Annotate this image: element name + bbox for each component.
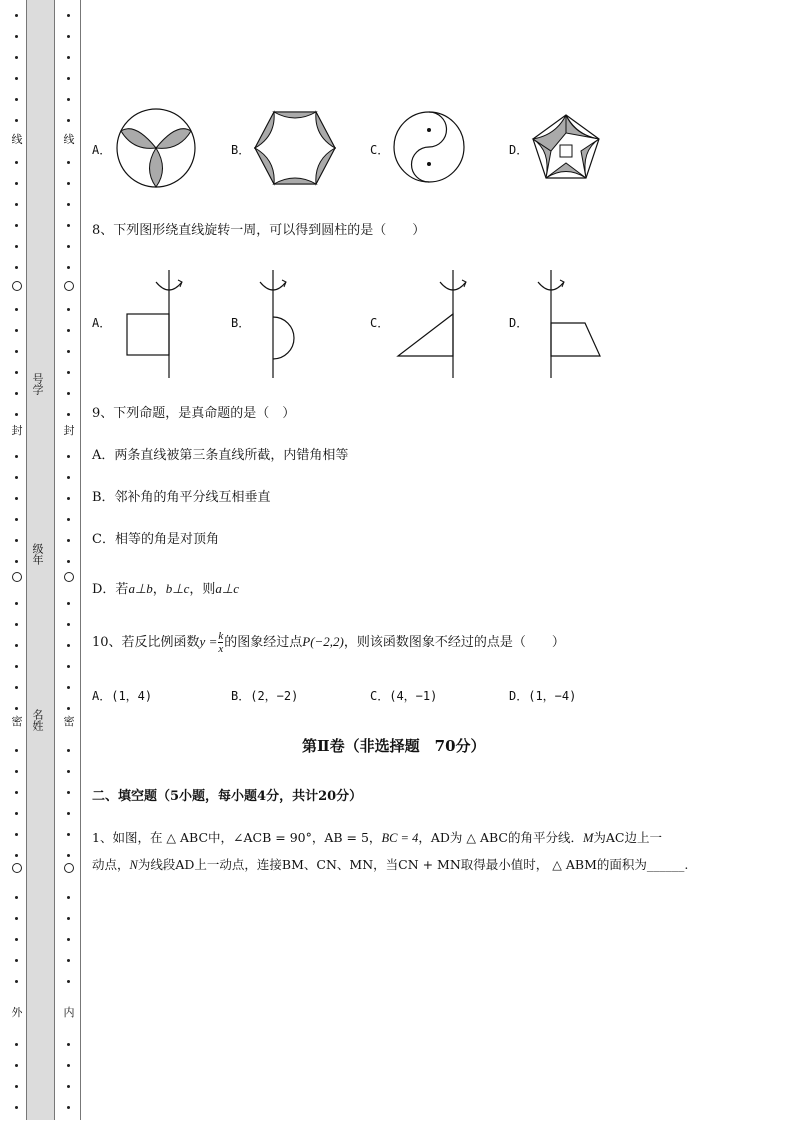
q8-figure-b-semicircle bbox=[255, 268, 315, 380]
q8-figure-c-triangle bbox=[394, 268, 474, 380]
margin-dot bbox=[15, 938, 18, 941]
margin-dot bbox=[67, 56, 70, 59]
margin-dot bbox=[67, 602, 70, 605]
inner-mark-xian: 线 bbox=[61, 134, 77, 146]
margin-dot bbox=[15, 770, 18, 773]
q7-figure-b bbox=[254, 110, 336, 186]
q10-stem: 10、若反比例函数y = $\frac{k}{x}$ 的图象经过点P(−2,2)，则该函数图象不经过的点是（ ） bbox=[92, 630, 565, 655]
inner-mark-mi: 密 bbox=[61, 716, 77, 728]
margin-dot bbox=[67, 812, 70, 815]
margin-dot bbox=[67, 539, 70, 542]
q8-figure-a-rectangle bbox=[124, 268, 194, 380]
margin-dot bbox=[67, 35, 70, 38]
margin-dot bbox=[67, 308, 70, 311]
margin-dot bbox=[15, 917, 18, 920]
margin-dot bbox=[67, 245, 70, 248]
margin-dot bbox=[67, 1085, 70, 1088]
margin-dot bbox=[67, 518, 70, 521]
margin-dot bbox=[15, 623, 18, 626]
q10-option-d: D．(1，−4) bbox=[509, 689, 577, 703]
margin-dot bbox=[67, 1106, 70, 1109]
q7-option-a-label: A． bbox=[92, 143, 112, 157]
margin-dot bbox=[15, 686, 18, 689]
margin-dot bbox=[15, 161, 18, 164]
outer-mark-mi: 密 bbox=[9, 716, 25, 728]
margin-dot bbox=[67, 833, 70, 836]
margin-dot bbox=[67, 476, 70, 479]
margin-dot bbox=[15, 413, 18, 416]
outer-mark-wai: 外 bbox=[9, 1007, 25, 1019]
fill1-line1: 1、如图，在 △ ABC中，∠ACB = 90°，AB = 5，BC = 4，AD为 △ ABC的角平分线．M为AC边上一 bbox=[92, 830, 662, 845]
q10-option-b: B．(2，−2) bbox=[231, 689, 299, 703]
q10-option-a: A．(1，4) bbox=[92, 689, 153, 703]
margin-dot bbox=[15, 1106, 18, 1109]
q8-figure-d-trapezoid bbox=[533, 268, 605, 380]
margin-dot bbox=[15, 959, 18, 962]
margin-dot bbox=[67, 203, 70, 206]
q9-option-b: B．邻补角的角平分线互相垂直 bbox=[92, 490, 271, 505]
part2-title: 第Ⅱ卷（非选择题 70分） bbox=[302, 737, 486, 755]
inner-circle-mark bbox=[64, 281, 74, 291]
q7-option-b-label: B． bbox=[231, 143, 251, 157]
margin-dot bbox=[67, 161, 70, 164]
q10-option-c: C．(4，−1) bbox=[370, 689, 438, 703]
outer-circle-mark bbox=[12, 863, 22, 873]
margin-dot bbox=[15, 749, 18, 752]
margin-dot bbox=[15, 14, 18, 17]
q9-stem: 9、下列命题，是真命题的是（ ） bbox=[92, 406, 296, 421]
margin-dot bbox=[67, 98, 70, 101]
margin-dot bbox=[67, 1043, 70, 1046]
margin-dot bbox=[15, 644, 18, 647]
inner-circle-mark bbox=[64, 863, 74, 873]
margin-dot bbox=[15, 854, 18, 857]
margin-dot bbox=[15, 119, 18, 122]
outer-mark-xian: 线 bbox=[9, 134, 25, 146]
q8-option-b-label: B． bbox=[231, 316, 251, 330]
margin-dot bbox=[67, 749, 70, 752]
margin-dot bbox=[67, 980, 70, 983]
margin-dot bbox=[15, 371, 18, 374]
margin-dot bbox=[67, 938, 70, 941]
margin-dot bbox=[15, 497, 18, 500]
margin-dot bbox=[15, 329, 18, 332]
margin-dot bbox=[67, 1064, 70, 1067]
margin-dot bbox=[67, 119, 70, 122]
section2-title: 二、填空题（5小题，每小题4分，共计20分） bbox=[92, 789, 363, 804]
margin-dot bbox=[67, 455, 70, 458]
margin-dot bbox=[15, 224, 18, 227]
margin-dot bbox=[15, 182, 18, 185]
margin-dot bbox=[15, 266, 18, 269]
margin-dot bbox=[15, 833, 18, 836]
grade-label: 级年 bbox=[31, 543, 44, 565]
margin-dot bbox=[67, 707, 70, 710]
margin-dot bbox=[67, 350, 70, 353]
margin-dot bbox=[67, 413, 70, 416]
inner-mark-feng: 封 bbox=[61, 425, 77, 437]
margin-dot bbox=[15, 1064, 18, 1067]
margin-dot bbox=[15, 245, 18, 248]
margin-dot bbox=[67, 791, 70, 794]
margin-dot bbox=[15, 665, 18, 668]
margin-dot bbox=[67, 497, 70, 500]
margin-dot bbox=[67, 392, 70, 395]
margin-dot bbox=[15, 896, 18, 899]
q7-figure-c-yinyang bbox=[392, 110, 466, 184]
q8-option-d-label: D． bbox=[509, 316, 529, 330]
margin-dot bbox=[15, 980, 18, 983]
margin-dot bbox=[67, 77, 70, 80]
q8-option-a-label: A． bbox=[92, 316, 112, 330]
margin-dot bbox=[15, 392, 18, 395]
margin-dot bbox=[15, 350, 18, 353]
margin-dot bbox=[15, 203, 18, 206]
q8-stem: 8、下列图形绕直线旋转一周，可以得到圆柱的是（ ） bbox=[92, 223, 426, 238]
margin-dot bbox=[15, 518, 18, 521]
q9-option-d: D．若a⊥b，b⊥c，则a⊥c bbox=[92, 581, 240, 597]
margin-dot bbox=[67, 665, 70, 668]
margin-dot bbox=[67, 770, 70, 773]
margin-dot bbox=[67, 560, 70, 563]
margin-dot bbox=[67, 854, 70, 857]
margin-dot bbox=[67, 917, 70, 920]
margin-dot bbox=[67, 329, 70, 332]
margin-dot bbox=[15, 308, 18, 311]
q7-option-c-label: C． bbox=[370, 143, 390, 157]
q7-option-d-label: D． bbox=[509, 143, 529, 157]
margin-dot bbox=[15, 560, 18, 563]
margin-dot bbox=[15, 1043, 18, 1046]
q7-figure-d bbox=[531, 113, 601, 181]
margin-dot bbox=[67, 959, 70, 962]
inner-circle-mark bbox=[64, 572, 74, 582]
margin-dot bbox=[67, 224, 70, 227]
outer-mark-feng: 封 bbox=[9, 425, 25, 437]
margin-dot bbox=[15, 35, 18, 38]
margin-dot bbox=[67, 896, 70, 899]
margin-dot bbox=[15, 56, 18, 59]
q7-figure-a bbox=[115, 107, 197, 189]
margin-dot bbox=[67, 266, 70, 269]
margin-dot bbox=[15, 476, 18, 479]
margin-dot bbox=[15, 98, 18, 101]
q9-option-c: C．相等的角是对顶角 bbox=[92, 532, 219, 547]
margin-dot bbox=[67, 623, 70, 626]
margin-dot bbox=[15, 791, 18, 794]
margin-dot bbox=[15, 1085, 18, 1088]
margin-dot bbox=[15, 602, 18, 605]
margin-dot bbox=[67, 14, 70, 17]
margin-dot bbox=[67, 644, 70, 647]
margin-dot bbox=[15, 455, 18, 458]
margin-dot bbox=[15, 707, 18, 710]
outer-circle-mark bbox=[12, 281, 22, 291]
q8-option-c-label: C． bbox=[370, 316, 390, 330]
student-id-label: 号学 bbox=[31, 373, 44, 395]
margin-dot bbox=[15, 812, 18, 815]
q9-option-a: A．两条直线被第三条直线所截，内错角相等 bbox=[92, 448, 349, 463]
margin-dot bbox=[15, 77, 18, 80]
inner-mark-nei: 内 bbox=[61, 1007, 77, 1019]
fill1-line2: 动点，N为线段AD上一动点，连接BM、CN、MN，当CN + MN取得最小值时， △ ABM的面积为______. bbox=[92, 857, 689, 872]
name-label: 名姓 bbox=[31, 709, 44, 731]
margin-dot bbox=[67, 686, 70, 689]
outer-circle-mark bbox=[12, 572, 22, 582]
margin-dot bbox=[15, 539, 18, 542]
q10-fraction: $\frac{k}{x}$ bbox=[218, 630, 224, 655]
margin-dot bbox=[67, 182, 70, 185]
margin-dot bbox=[67, 371, 70, 374]
